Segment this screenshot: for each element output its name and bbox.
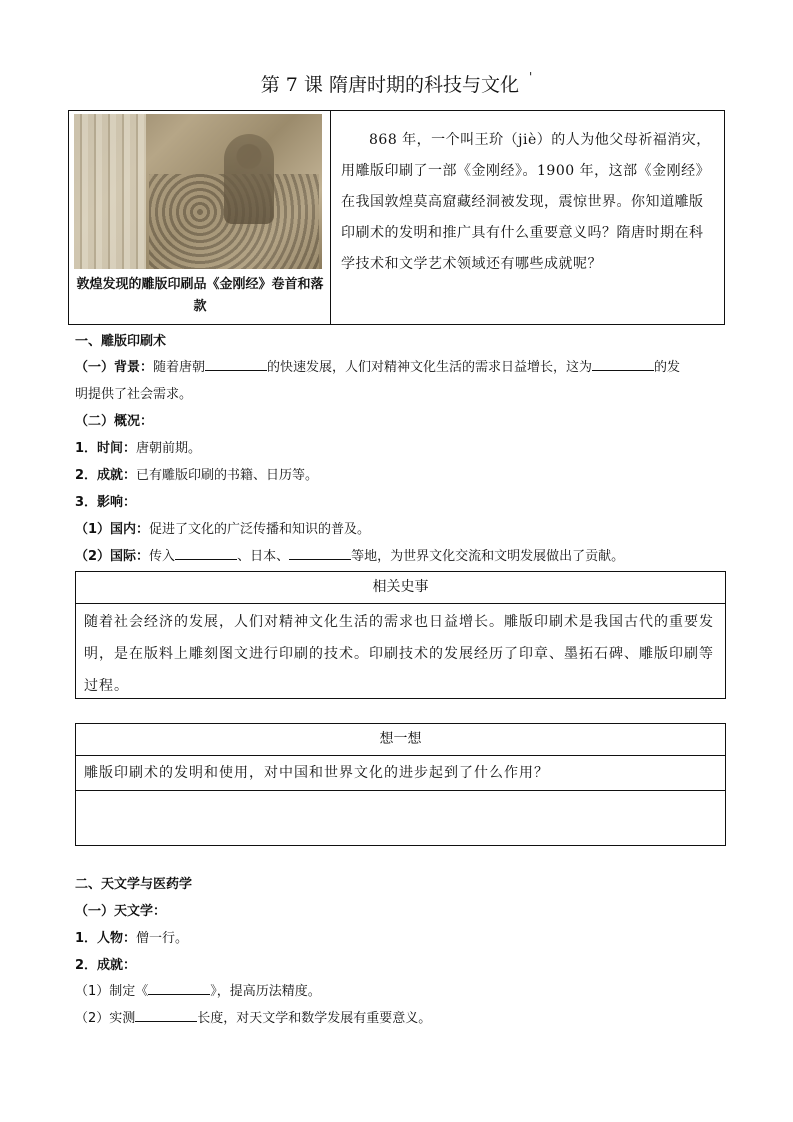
section2-heading: 二、天文学与医药学 [75, 877, 193, 892]
person-text: 僧一行。 [136, 931, 189, 946]
achieve-line [75, 464, 318, 483]
achieve-text: 已有雕版印刷的书籍、日历等。 [136, 468, 319, 483]
astro-item-2-b: 长度，对天文学和数学发展有重要意义。 [197, 1011, 432, 1026]
time-line [75, 437, 201, 456]
astro-achieve-line [75, 954, 136, 973]
blank-field-1[interactable] [205, 358, 267, 371]
international-label: （2）国际： [75, 549, 150, 564]
astro-item-1-b: 》，提高历法精度。 [210, 984, 321, 999]
astronomy-heading: （一）天文学： [75, 904, 167, 919]
time-label: 1．时间： [75, 441, 137, 456]
image-caption: 敦煌发现的雕版印刷品《金刚经》卷首和落款 [76, 277, 324, 314]
person-label: 1．人物： [75, 931, 137, 946]
blank-field-6[interactable] [135, 1009, 197, 1022]
overview-heading: （二）概况： [75, 414, 154, 429]
achieve-label: 2．成就： [75, 468, 137, 483]
international-text-a: 传入 [149, 549, 176, 564]
astro-item-1-a: （1）制定《 [75, 984, 149, 999]
background-text-a: 随着唐朝 [153, 360, 206, 375]
think-box-answer-area[interactable] [76, 790, 725, 847]
image-text-columns [74, 114, 146, 269]
blank-field-3[interactable] [175, 547, 237, 560]
title-text: 第 7 课 隋唐时期的科技与文化 [260, 74, 519, 96]
blank-field-5[interactable] [148, 982, 210, 995]
person-line [75, 927, 188, 946]
history-box-body: 随着社会经济的发展，人们对精神文化生活的需求也日益增长。雕版印刷术是我国古代的重要发明，是在版料上雕刻图文进行印刷的技术。印刷技术的发展经历了印章、墨拓石碑、雕版印刷等过程。 [84, 614, 714, 694]
blank-field-2[interactable] [592, 358, 654, 371]
history-box-header: 相关史事 [76, 572, 725, 604]
image-buddha-figure [224, 134, 274, 224]
impact-label: 3．影响： [75, 495, 137, 510]
think-box [75, 723, 726, 846]
time-text: 唐朝前期。 [136, 441, 202, 456]
background-text-c: 的发 [654, 360, 681, 375]
domestic-line [75, 518, 370, 537]
background-label: （一）背景： [75, 360, 154, 375]
international-text-b: 、日本、 [237, 549, 290, 564]
page-title [0, 70, 793, 97]
intro-story: 868 年，一个叫王玠（jiè）的人为他父母祈福消灾，用雕版印刷了一部《金刚经》。1900 年，这部《金刚经》在我国敦煌莫高窟藏经洞被发现，震惊世界。你知道雕版印刷术的发明和推广具有什么重要意义吗？隋唐时期在科学技术和文学艺术领域还有哪些成就呢？ [341, 132, 711, 272]
think-box-header: 想一想 [76, 724, 725, 756]
background-line-2: 明提供了社会需求。 [75, 387, 193, 402]
domestic-text: 促进了文化的广泛传播和知识的普及。 [149, 522, 371, 537]
blank-field-4[interactable] [289, 547, 351, 560]
international-text-c: 等地，为世界文化交流和文明发展做出了贡献。 [351, 549, 625, 564]
astro-achieve-label: 2．成就： [75, 958, 137, 973]
astro-item-2 [75, 1007, 431, 1026]
astro-item-2-a: （2）实测 [75, 1011, 136, 1026]
domestic-label: （1）国内： [75, 522, 150, 537]
background-text-b: 的快速发展，人们对精神文化生活的需求日益增长，这为 [267, 360, 593, 375]
section1-heading: 一、雕版印刷术 [75, 334, 167, 349]
international-line [75, 545, 624, 564]
history-box [75, 571, 726, 699]
diamond-sutra-image [74, 114, 322, 269]
title-mark: ' [528, 70, 533, 84]
think-box-question: 雕版印刷术的发明和使用，对中国和世界文化的进步起到了什么作用？ [84, 765, 549, 781]
table-divider [330, 111, 331, 324]
astro-item-1 [75, 980, 321, 999]
intro-table [68, 110, 725, 325]
impact-line [75, 491, 136, 510]
background-line [75, 356, 680, 375]
